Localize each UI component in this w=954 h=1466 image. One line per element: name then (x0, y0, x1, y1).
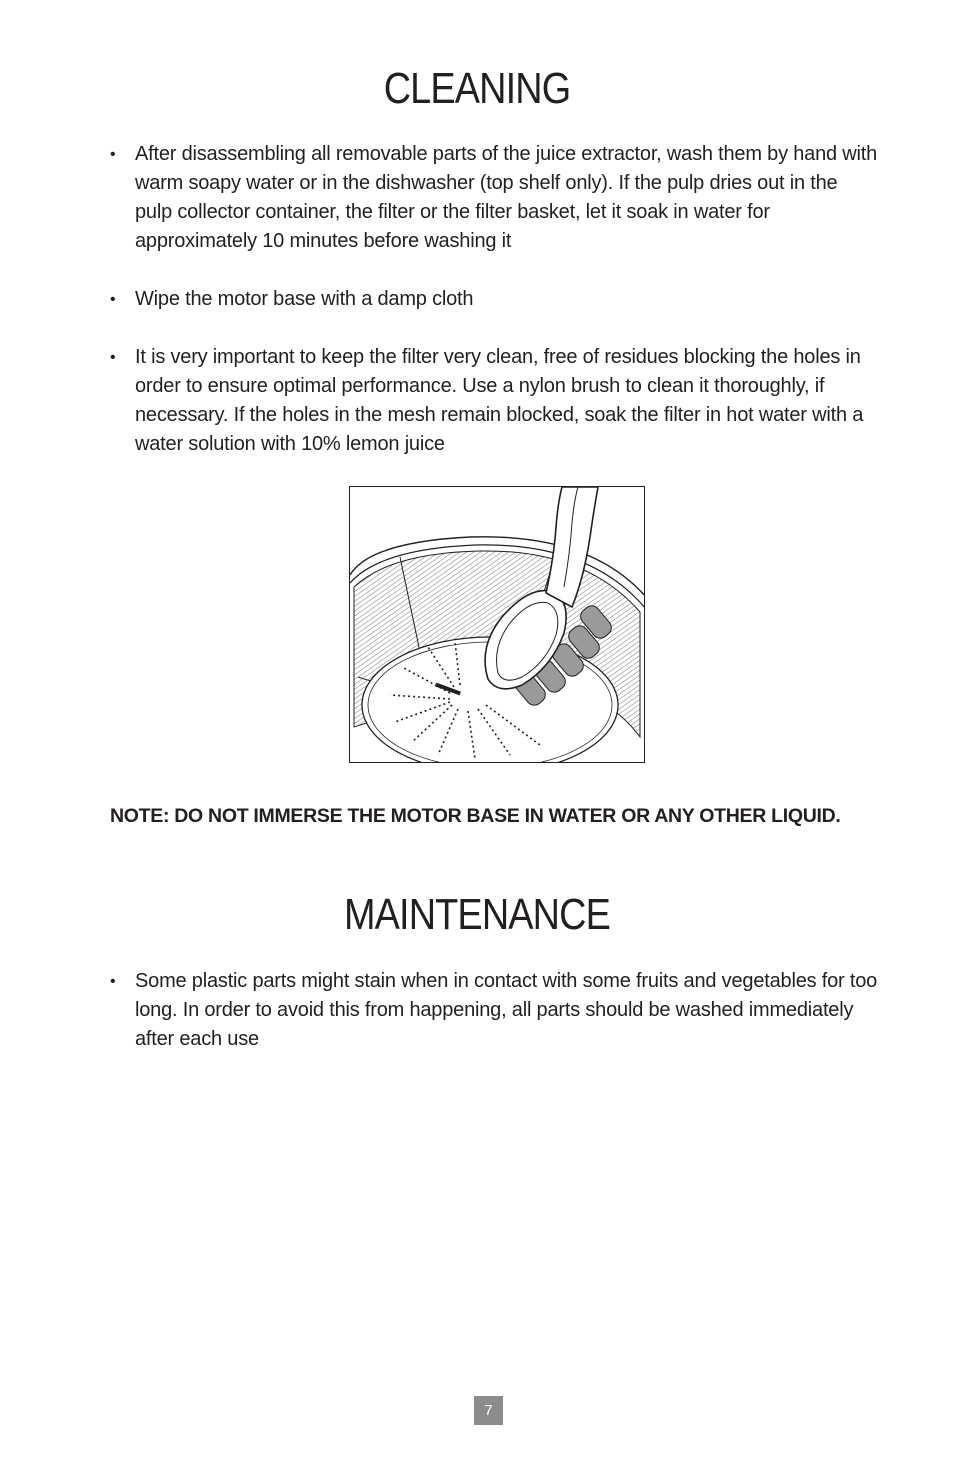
list-item: • Some plastic parts might stain when in contact with some fruits and vegetables for too long. In order to avoid this from happening, all parts should be washed immediately after each use (108, 967, 878, 1054)
brush-cleaning-filter-icon (350, 487, 645, 763)
maintenance-heading: MAINTENANCE (344, 890, 610, 939)
list-item: • Wipe the motor base with a damp cloth (108, 285, 878, 314)
cleaning-list (108, 140, 878, 488)
filter-brush-illustration (349, 486, 645, 763)
note-warning: NOTE: DO NOT IMMERSE THE MOTOR BASE IN WATER OR ANY OTHER LIQUID. (110, 805, 841, 827)
maintenance-list (108, 967, 878, 1054)
cleaning-heading: CLEANING (383, 64, 571, 113)
list-item: • It is very important to keep the filter very clean, free of residues blocking the holes in order to ensure optimal performance. Use a nylon brush to clean it thoroughly, if necessary. If the holes in the mesh remain blocked, soak the filter in hot water with a water solution with 10% lemon juice (108, 343, 878, 459)
page-number: 7 (474, 1396, 503, 1425)
list-item: • After disassembling all removable parts of the juice extractor, wash them by hand with warm soapy water or in the dishwasher (top shelf only). If the pulp dries out in the pulp collector container, the filter or the filter basket, let it soak in water for approximately 10 minutes before washing it (108, 140, 878, 256)
